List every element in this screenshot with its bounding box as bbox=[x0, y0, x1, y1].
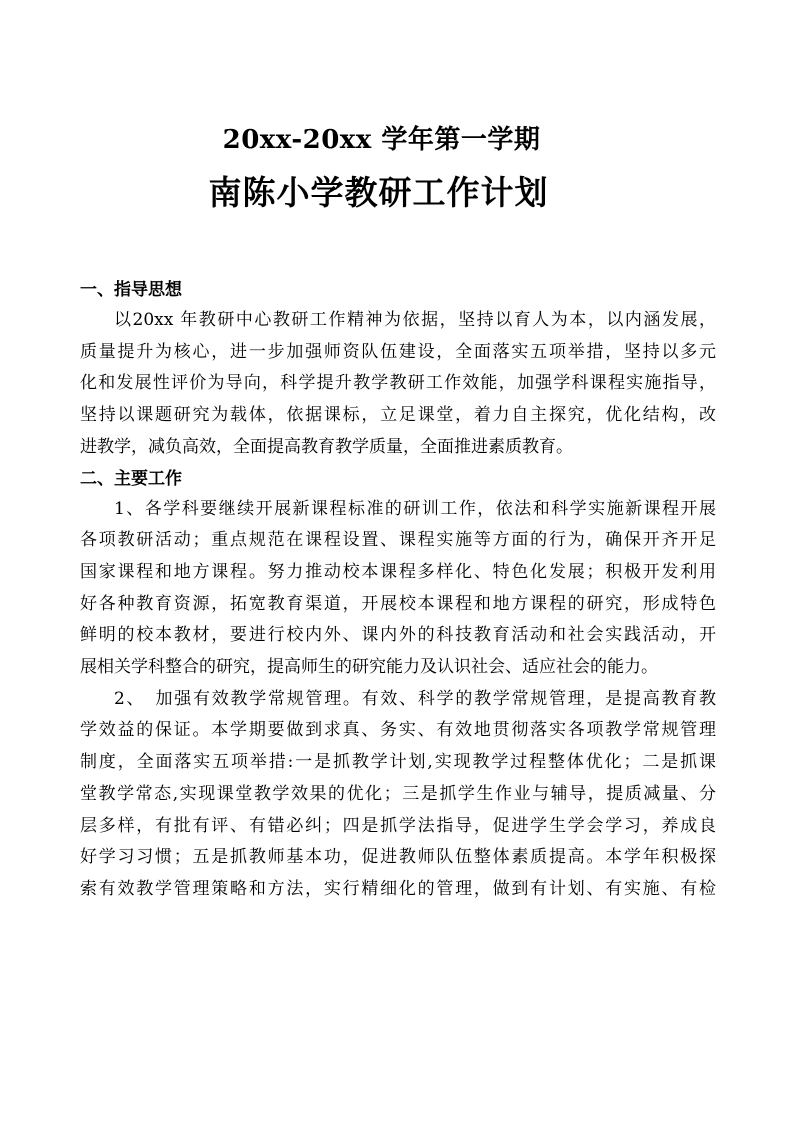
paragraph-main-work-1 bbox=[80, 494, 716, 684]
paragraph-line: 好各种教育资源，拓宽教育渠道，开展校本课程和地方课程的研究，形成特色 bbox=[80, 593, 716, 614]
paragraph-line: 制度，全面落实五项举措:一是抓教学计划,实现教学过程整体优化；二是抓课 bbox=[80, 752, 716, 773]
paragraph-line: 以20xx 年教研中心教研工作精神为依据，坚持以育人为本，以内涵发展， bbox=[114, 310, 716, 330]
section-heading-guiding-ideology: 一、指导思想 bbox=[80, 280, 182, 300]
paragraph-line: 好学习习惯；五是抓教师基本功，促进教师队伍整体素质提高。本学年积极探 bbox=[80, 847, 716, 868]
paragraph-line: 国家课程和地方课程。努力推动校本课程多样化、特色化发展；积极开发利用 bbox=[80, 561, 716, 582]
paragraph-line: 层多样，有批有评、有错必纠；四是抓学法指导，促进学生学会学习，养成良 bbox=[80, 815, 716, 836]
paragraph-line: 学效益的保证。本学期要做到求真、务实、有效地贯彻落实各项教学常规管理 bbox=[80, 720, 716, 741]
paragraph-line: 展相关学科整合的研究，提高师生的研究能力及认识社会、适应社会的能力。 bbox=[80, 657, 658, 678]
paragraph-line: 进教学，减负高效，全面提高教育教学质量，全面推进素质教育。 bbox=[80, 436, 573, 457]
paragraph-line: 各项教研活动；重点规范在课程设置、课程实施等方面的行为，确保开齐开足 bbox=[80, 530, 716, 551]
document-title: 南陈小学教研工作计划 bbox=[208, 173, 549, 212]
document-subtitle-term: 20xx-20xx 学年第一学期 bbox=[222, 125, 541, 155]
paragraph-line: 化和发展性评价为导向，科学提升教学教研工作效能，加强学科课程实施指导， bbox=[80, 373, 716, 394]
paragraph-line: 1、各学科要继续开展新课程标准的研训工作，依法和科学实施新课程开展 bbox=[114, 498, 716, 519]
paragraph-main-work-2 bbox=[80, 684, 716, 906]
paragraph-line: 堂教学常态,实现课堂教学效果的优化；三是抓学生作业与辅导，提质减量、分 bbox=[80, 783, 716, 804]
paragraph-line: 2、 加强有效教学常规管理。有效、科学的教学常规管理，是提高教育教 bbox=[114, 688, 716, 709]
document-body bbox=[80, 275, 716, 906]
paragraph-line: 坚持以课题研究为载体，依据课标，立足课堂，着力自主探究，优化结构，改 bbox=[80, 405, 716, 426]
paragraph-line: 索有效教学管理策略和方法，实行精细化的管理，做到有计划、有实施、有检 bbox=[80, 878, 716, 899]
paragraph-guiding-ideology bbox=[80, 305, 716, 464]
paragraph-line: 鲜明的校本教材，要进行校内外、课内外的科技教育活动和社会实践活动，开 bbox=[80, 625, 716, 646]
paragraph-line: 质量提升为核心，进一步加强师资队伍建设，全面落实五项举措，坚持以多元 bbox=[80, 341, 716, 362]
section-heading-main-work: 二、主要工作 bbox=[80, 468, 182, 489]
